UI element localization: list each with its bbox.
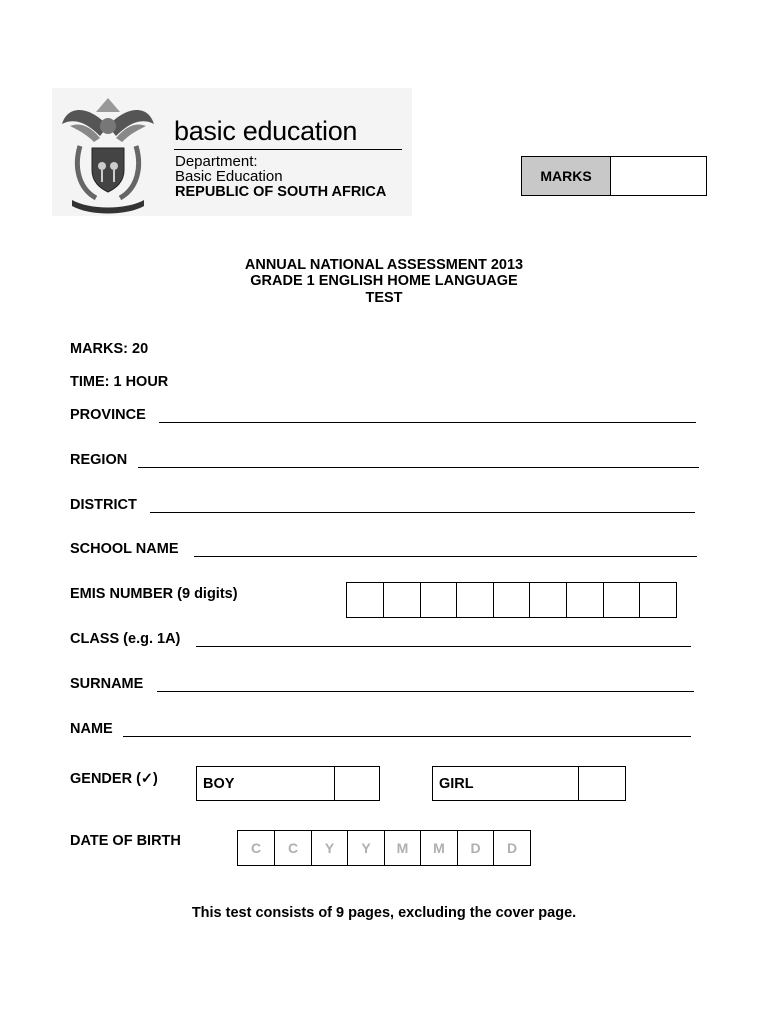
- marks-info: MARKS: 20: [70, 341, 149, 357]
- dob-digit-box[interactable]: D: [458, 831, 494, 865]
- province-field[interactable]: [159, 422, 696, 423]
- dob-digit-box[interactable]: Y: [312, 831, 348, 865]
- name-label: NAME: [70, 721, 113, 737]
- emis-digit-box[interactable]: [347, 583, 384, 617]
- girl-label: GIRL: [433, 767, 579, 800]
- coat-of-arms-icon: [60, 96, 156, 214]
- brand-title: basic education: [174, 116, 358, 146]
- grade-title: GRADE 1 ENGLISH HOME LANGUAGE: [250, 273, 518, 289]
- marks-box-label: MARKS: [522, 157, 611, 195]
- surname-label: SURNAME: [70, 676, 144, 692]
- emis-digit-box[interactable]: [384, 583, 421, 617]
- dob-digit-box[interactable]: M: [385, 831, 421, 865]
- date-of-birth-label: DATE OF BIRTH: [70, 833, 181, 849]
- time-info: TIME: 1 HOUR: [70, 374, 169, 390]
- gender-boy-option: [196, 766, 380, 801]
- emis-digit-box[interactable]: [457, 583, 494, 617]
- emis-digit-box[interactable]: [567, 583, 604, 617]
- boy-label: BOY: [197, 767, 335, 800]
- brand-divider: [174, 149, 402, 150]
- gender-label: GENDER (✓): [70, 771, 158, 787]
- marks-box: [521, 156, 707, 196]
- dob-digit-box[interactable]: C: [238, 831, 275, 865]
- country-name: REPUBLIC OF SOUTH AFRICA: [175, 184, 387, 200]
- girl-checkbox[interactable]: [579, 767, 625, 800]
- dob-digit-box[interactable]: D: [506, 840, 518, 856]
- district-label: DISTRICT: [70, 497, 137, 513]
- emis-digit-box[interactable]: [494, 583, 530, 617]
- department-label: Department:: [175, 153, 258, 170]
- emis-digit-box[interactable]: [640, 583, 676, 617]
- region-field[interactable]: [138, 467, 699, 468]
- class-label: CLASS (e.g. 1A): [70, 631, 181, 647]
- school-name-field[interactable]: [194, 556, 697, 557]
- emis-digit-box[interactable]: [421, 583, 457, 617]
- dob-digit-box[interactable]: M: [421, 831, 458, 865]
- surname-field[interactable]: [157, 691, 694, 692]
- emis-digit-box[interactable]: [604, 583, 640, 617]
- date-of-birth-boxes: [237, 830, 531, 866]
- name-field[interactable]: [123, 736, 691, 737]
- marks-box-value[interactable]: [611, 157, 706, 195]
- dob-digit-box[interactable]: C: [275, 831, 312, 865]
- emis-number-boxes: [346, 582, 677, 618]
- department-name: Basic Education: [175, 168, 283, 185]
- page-count-note: This test consists of 9 pages, excluding the cover page.: [191, 905, 577, 921]
- district-field[interactable]: [150, 512, 695, 513]
- boy-checkbox[interactable]: [335, 767, 379, 800]
- gender-girl-option: [432, 766, 626, 801]
- class-field[interactable]: [196, 646, 691, 647]
- school-name-label: SCHOOL NAME: [70, 541, 179, 557]
- dob-digit-box[interactable]: Y: [348, 831, 385, 865]
- region-label: REGION: [70, 452, 128, 468]
- province-label: PROVINCE: [70, 407, 146, 423]
- assessment-title: ANNUAL NATIONAL ASSESSMENT 2013: [244, 257, 524, 273]
- test-title: TEST: [365, 290, 403, 306]
- emis-digit-box[interactable]: [530, 583, 567, 617]
- emis-label: EMIS NUMBER (9 digits): [70, 586, 238, 602]
